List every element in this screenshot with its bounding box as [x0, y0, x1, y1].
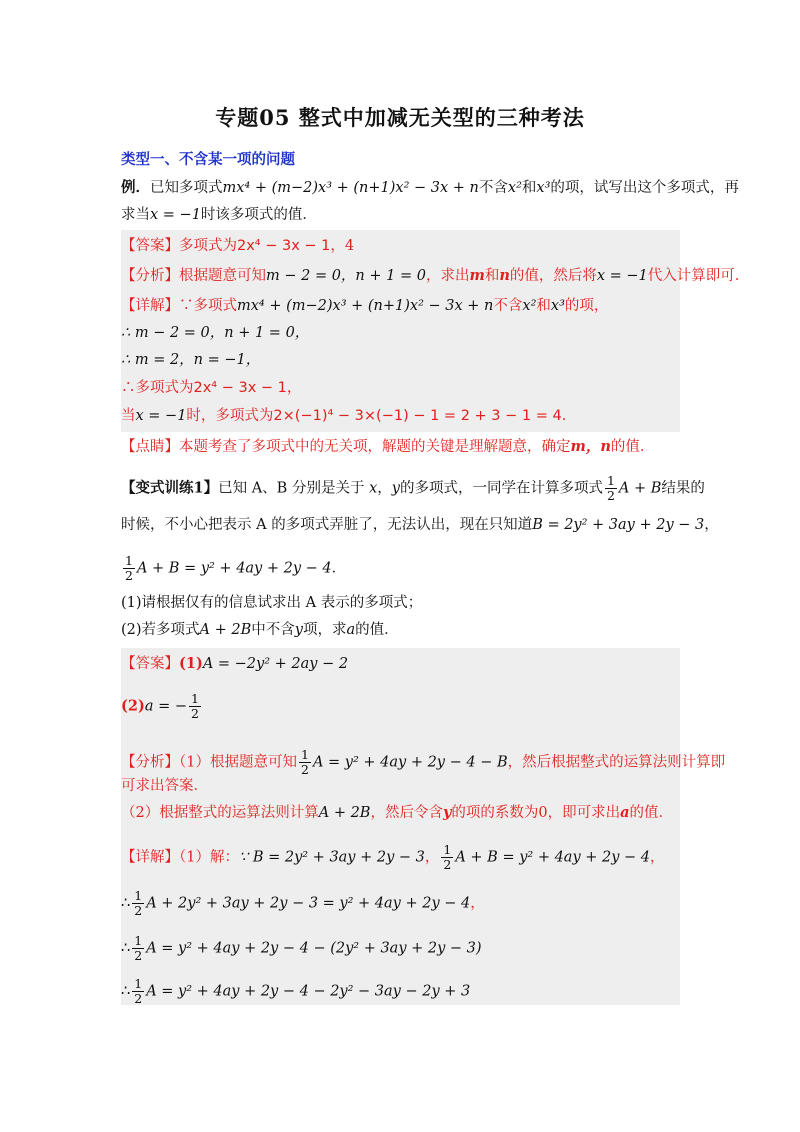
answer-1: 【答案】多项式为2x⁴ − 3x − 1，4 — [121, 238, 355, 254]
detail-1-line-5: 当x = −1时，多项式为2×(−1)⁴ − 3×(−1) − 1 = 2 + 3 − 1 = 4． — [121, 408, 577, 424]
question-2: (2)若多项式A + 2B中不含y项，求a的值． — [121, 622, 399, 638]
variant-line-3: $\frac{1}{2}$ A + B = y² + 4ay + 2y − 4． — [125, 553, 347, 583]
example-line-2: 求当x = −1时该多项式的值． — [121, 207, 317, 223]
detail-1-line-3: ∴ m = 2，n = −1， — [121, 352, 261, 368]
point-1: 【点睛】本题考查了多项式中的无关项，解题的关键是理解题意，确定m，n的值． — [121, 438, 655, 455]
detail-1-line-4: ∴多项式为2x⁴ − 3x − 1， — [121, 380, 302, 396]
example-label: 例． — [121, 179, 150, 196]
variant-line-1: 【变式训练1】已知 A、B 分别是关于 x，y的多项式，一同学在计算多项式 $\frac{1}{2}$ A + B结果的 — [121, 473, 705, 503]
variant-label: 【变式训练1】 — [121, 479, 219, 497]
detail-2-line-1: 【详解】（1）解：∵ B = 2y² + 3ay + 2y − 3， $\frac{1}{2}$ A + B = y² + 4ay + 2y − 4， — [121, 842, 665, 872]
detail-1-line-2: ∴ m − 2 = 0，n + 1 = 0， — [121, 325, 310, 341]
analysis-1: 【分析】根据题意可知m − 2 = 0，n + 1 = 0，求出m和n的值，然后将x = −1代入计算即可． — [121, 267, 750, 284]
variant-line-2: 时候，不小心把表示 A 的多项式弄脏了，无法认出，现在只知道B = 2y² + 3ay + 2y − 3， — [121, 517, 719, 533]
detail-2-line-2: ∴ $\frac{1}{2}$ A + 2y² + 3ay + 2y − 3 = y² + 4ay + 2y − 4， — [121, 888, 485, 918]
detail-1-line-1: 【详解】∵多项式mx⁴ + (m−2)x³ + (n+1)x² − 3x + n不含x²和x³的项， — [121, 298, 609, 314]
question-1: (1)请根据仅有的信息试求出 A 表示的多项式； — [121, 595, 423, 611]
analysis-2-line-1: 【分析】（1）根据题意可知 $\frac{1}{2}$ A = y² + 4ay + 2y − 4 − B，然后根据整式的运算法则计算即 — [121, 747, 726, 777]
answer-2-part-2: (2)a = − $\frac{1}{2}$ — [121, 691, 199, 721]
detail-2-line-4: ∴ $\frac{1}{2}$ A = y² + 4ay + 2y − 4 − 2y² − 3ay − 2y + 3 — [121, 976, 471, 1006]
analysis-2-line-3: （2）根据整式的运算法则计算A + 2B，然后令含y的项的系数为0，即可求出a的值． — [121, 804, 674, 821]
analysis-2-line-2: 可求出答案． — [121, 778, 208, 794]
answer-2-part-1: 【答案】(1)A = −2y² + 2ay − 2 — [121, 655, 349, 672]
example-polynomial: mx⁴ + (m−2)x³ + (n+1)x² − 3x + n — [222, 180, 479, 196]
page-title: 专题05 整式中加减无关型的三种考法 — [215, 105, 585, 130]
detail-2-line-3: ∴ $\frac{1}{2}$ A = y² + 4ay + 2y − 4 − (2y² + 3ay + 2y − 3) — [121, 933, 482, 963]
fraction-half: $\frac{1}{2}$ — [606, 473, 615, 503]
section-heading: 类型一、不含某一项的问题 — [121, 151, 295, 168]
example-line-1: 例．已知多项式mx⁴ + (m−2)x³ + (n+1)x² − 3x + n不含x²和x³的项，试写出这个多项式，再 — [121, 179, 739, 196]
